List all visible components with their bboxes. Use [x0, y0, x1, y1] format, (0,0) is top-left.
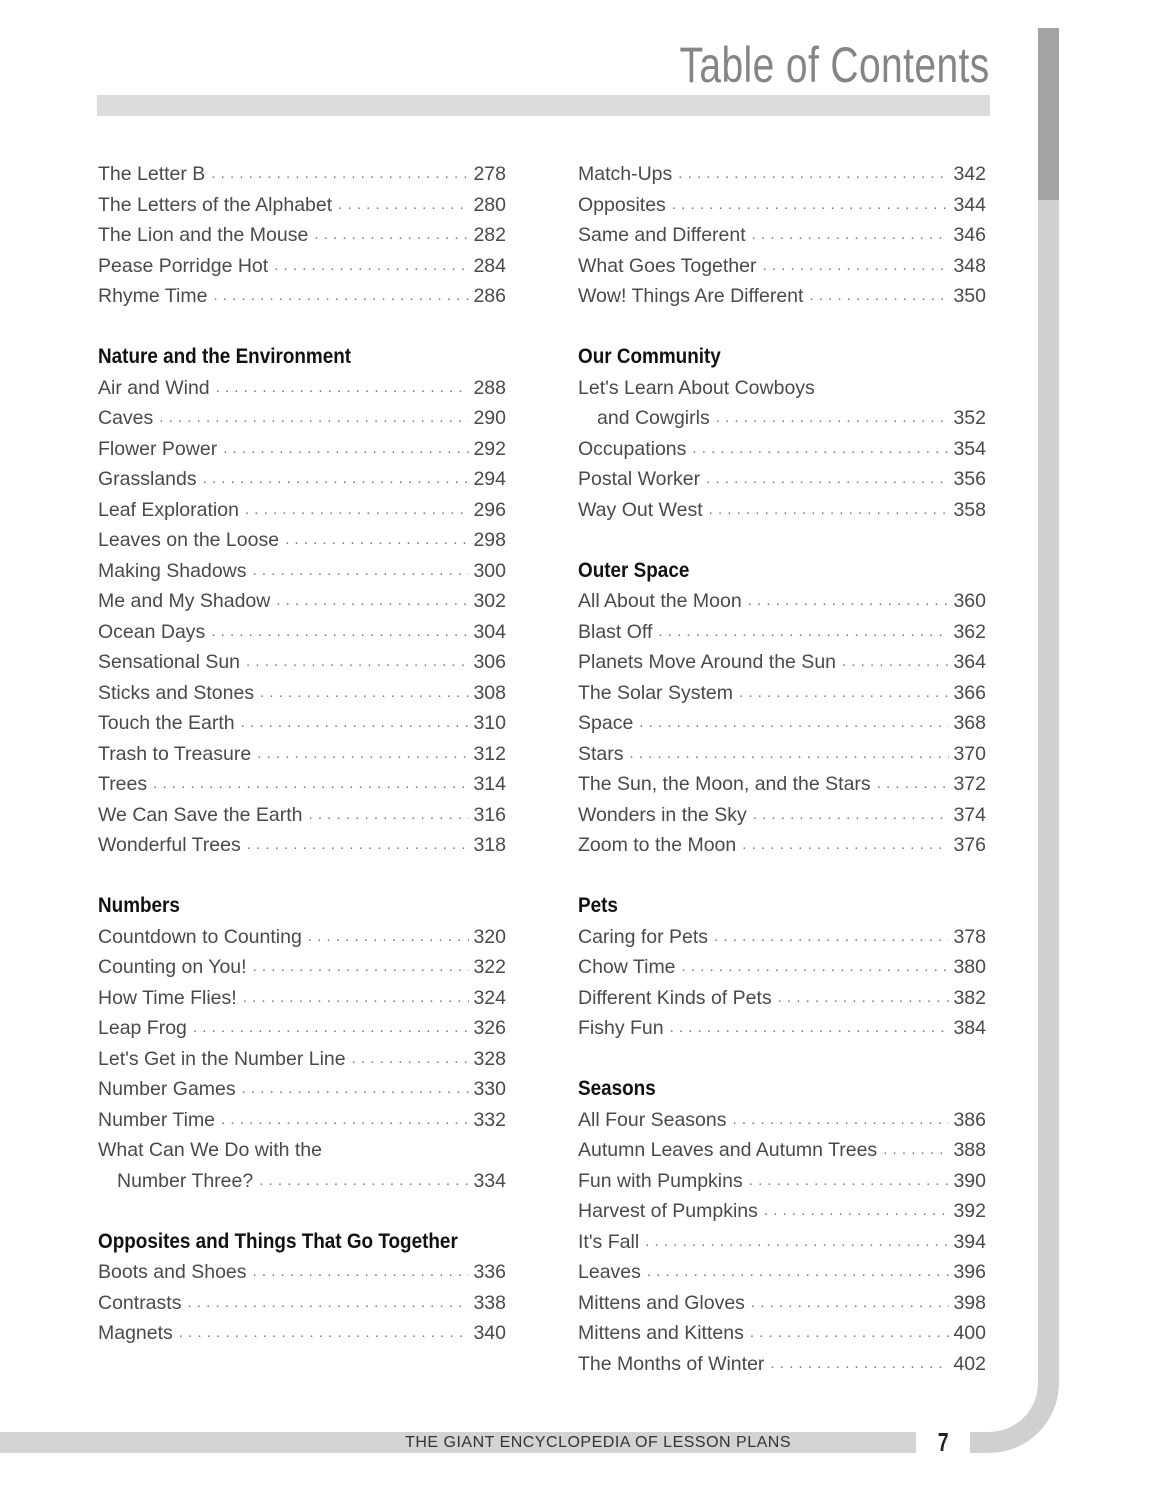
dot-leader [173, 1318, 470, 1349]
dot-leader [736, 830, 949, 861]
section-spacer [98, 861, 506, 892]
dot-leader [633, 708, 949, 739]
toc-entry [98, 983, 506, 1014]
entry-page-number: 306 [473, 651, 506, 673]
toc-entry [98, 647, 506, 678]
entry-title: The Lion and the Mouse [98, 224, 309, 246]
dot-leader [253, 1166, 469, 1197]
dot-leader [215, 1105, 469, 1136]
entry-title: Occupations [578, 437, 687, 460]
entry-title: The Letters of the Alphabet [98, 193, 333, 216]
dot-leader [187, 1013, 470, 1044]
entry-title: It's Fall [578, 1230, 640, 1253]
toc-entry [98, 1074, 506, 1105]
toc-entry [578, 1227, 986, 1258]
entry-title-continued: Number Three? [117, 1169, 254, 1192]
entry-page-number: 340 [473, 1322, 506, 1344]
dot-leader [744, 1318, 950, 1349]
entry-page-number: 396 [953, 1261, 986, 1283]
entry-title: Stars [578, 742, 624, 765]
toc-entry [578, 1196, 986, 1227]
entry-title: Countdown to Counting [98, 925, 302, 948]
dot-leader [877, 1135, 949, 1166]
entry-title: Magnets [98, 1322, 173, 1344]
entry-page-number: 298 [473, 529, 506, 551]
dot-leader [268, 251, 469, 282]
entry-page-number: 326 [473, 1017, 506, 1039]
dot-leader [235, 708, 470, 739]
entry-title: Number Games [98, 1078, 236, 1100]
entry-title: Caring for Pets [578, 925, 709, 948]
dot-leader [147, 769, 469, 800]
footer-book-title: THE GIANT ENCYCLOPEDIA OF LESSON PLANS [405, 1434, 791, 1451]
entry-title: Ocean Days [98, 620, 206, 643]
entry-page-number: 400 [953, 1322, 986, 1344]
toc-entry [578, 769, 986, 800]
toc-entry [98, 525, 506, 556]
entry-title: Flower Power [98, 437, 218, 460]
entry-page-number: 358 [953, 498, 986, 521]
entry-title: What Can We Do with the [98, 1139, 322, 1161]
toc-entry [98, 1044, 506, 1075]
toc-entry [578, 464, 986, 495]
entry-page-number: 304 [473, 620, 506, 643]
entry-title: Boots and Shoes [98, 1261, 247, 1283]
dot-leader [217, 434, 469, 465]
dot-leader [153, 403, 469, 434]
toc-entry [578, 800, 986, 831]
entry-page-number: 330 [473, 1078, 506, 1100]
toc-entry [98, 464, 506, 495]
entry-title: Mittens and Kittens [578, 1322, 744, 1344]
entry-title: The Sun, the Moon, and the Stars [578, 773, 871, 795]
entry-title: Caves [98, 407, 154, 429]
entry-page-number: 390 [953, 1169, 986, 1192]
dot-leader [247, 1257, 470, 1288]
entry-title: The Months of Winter [578, 1352, 765, 1375]
dot-leader [302, 922, 470, 953]
toc-entry [578, 830, 986, 861]
toc-entry [98, 556, 506, 587]
entry-page-number: 402 [953, 1352, 986, 1375]
toc-entry [578, 159, 986, 190]
entry-title: Trash to Treasure [98, 742, 252, 765]
dot-leader [237, 983, 470, 1014]
toc-entry [578, 1135, 986, 1166]
entry-page-number: 366 [953, 681, 986, 704]
dot-leader [745, 1288, 950, 1319]
toc-entry [98, 586, 506, 617]
toc-entry [98, 1257, 506, 1288]
toc-entry [98, 708, 506, 739]
section-heading: Seasons [578, 1077, 656, 1100]
entry-page-number: 278 [473, 163, 506, 185]
toc-left-column [98, 159, 506, 1349]
entry-title: Fun with Pumpkins [578, 1169, 743, 1192]
entry-title: The Letter B [98, 163, 206, 185]
entry-page-number: 280 [473, 193, 506, 216]
entry-page-number: 374 [953, 803, 986, 826]
toc-entry [578, 1257, 986, 1288]
entry-page-number: 394 [953, 1230, 986, 1253]
entry-page-number: 398 [953, 1291, 986, 1314]
toc-entry [578, 1288, 986, 1319]
dot-leader [743, 1166, 950, 1197]
dot-leader [205, 617, 469, 648]
toc-entry [578, 495, 986, 526]
section-heading: Numbers [98, 894, 180, 917]
dot-leader [247, 556, 470, 587]
dot-leader [708, 922, 949, 953]
dot-leader [197, 464, 470, 495]
dot-leader [624, 739, 950, 770]
entry-title: Sensational Sun [98, 651, 241, 673]
section-spacer [578, 525, 986, 556]
dot-leader [346, 1044, 470, 1075]
entry-page-number: 282 [473, 224, 506, 246]
entry-page-number: 288 [473, 376, 506, 399]
entry-title: Opposites [578, 193, 666, 216]
dot-leader [871, 769, 950, 800]
dot-leader [700, 464, 949, 495]
entry-page-number: 370 [953, 742, 986, 765]
dot-leader [308, 220, 469, 251]
toc-entry [98, 830, 506, 861]
toc-entry [98, 495, 506, 526]
entry-title: Leap Frog [98, 1017, 187, 1039]
entry-title: Contrasts [98, 1291, 182, 1314]
entry-page-number: 376 [953, 834, 986, 856]
dot-leader [652, 617, 949, 648]
entry-page-number: 378 [953, 925, 986, 948]
section-spacer [578, 1044, 986, 1075]
entry-page-number: 292 [473, 437, 506, 460]
dot-leader [240, 647, 469, 678]
entry-title: Planets Move Around the Sun [578, 651, 837, 673]
entry-title: Touch the Earth [98, 712, 235, 734]
toc-entry [98, 617, 506, 648]
dot-leader [639, 1227, 949, 1258]
entry-page-number: 294 [473, 468, 506, 490]
dot-leader [207, 281, 469, 312]
toc-entry [98, 739, 506, 770]
entry-title: Chow Time [578, 956, 676, 978]
dot-leader [239, 495, 470, 526]
entry-title: Mittens and Gloves [578, 1291, 745, 1314]
entry-page-number: 320 [473, 925, 506, 948]
entry-page-number: 336 [473, 1261, 506, 1283]
toc-entry [578, 190, 986, 221]
toc-entry [98, 678, 506, 709]
entry-page-number: 308 [473, 681, 506, 704]
toc-entry [98, 1288, 506, 1319]
entry-title: Let's Learn About Cowboys [578, 376, 815, 399]
entry-title: Way Out West [578, 498, 703, 521]
toc-entry [578, 281, 986, 312]
dot-leader [803, 281, 949, 312]
entry-page-number: 332 [473, 1108, 506, 1131]
toc-entry [98, 1105, 506, 1136]
toc-entry [578, 1166, 986, 1197]
entry-page-number: 354 [953, 437, 986, 460]
toc-entry [578, 586, 986, 617]
entry-page-number: 310 [473, 712, 506, 734]
toc-entry [578, 1105, 986, 1136]
toc-entry [578, 678, 986, 709]
entry-page-number: 386 [953, 1108, 986, 1131]
entry-title: Wonderful Trees [98, 834, 241, 856]
entry-page-number: 350 [953, 285, 986, 307]
entry-title: Counting on You! [98, 956, 247, 978]
entry-title: Zoom to the Moon [578, 834, 737, 856]
entry-page-number: 324 [473, 986, 506, 1009]
dot-leader [270, 586, 469, 617]
entry-page-number: 286 [473, 285, 506, 307]
toc-entry [98, 403, 506, 434]
section-spacer [98, 312, 506, 343]
entry-page-number: 364 [953, 651, 986, 673]
dot-leader [664, 1013, 950, 1044]
entry-page-number: 352 [953, 407, 986, 429]
dot-leader [746, 220, 950, 251]
toc-entry [578, 220, 986, 251]
dot-leader [666, 190, 950, 221]
entry-title: Fishy Fun [578, 1017, 664, 1039]
toc-entry [98, 800, 506, 831]
dot-leader [676, 952, 950, 983]
dot-leader [303, 800, 470, 831]
entry-title: Grasslands [98, 468, 197, 490]
dot-leader [181, 1288, 469, 1319]
dot-leader [241, 830, 470, 861]
toc-entry [98, 281, 506, 312]
dot-leader [836, 647, 949, 678]
entry-page-number: 314 [473, 773, 506, 795]
toc-entry [578, 708, 986, 739]
entry-title: Autumn Leaves and Autumn Trees [578, 1139, 878, 1161]
section-heading: Nature and the Environment [98, 345, 352, 368]
entry-title: Match-Ups [578, 163, 673, 185]
entry-page-number: 372 [953, 773, 986, 795]
entry-page-number: 356 [953, 468, 986, 490]
entry-title: The Solar System [578, 681, 733, 704]
entry-title: Me and My Shadow [98, 590, 271, 612]
entry-title: Blast Off [578, 620, 653, 643]
entry-title: We Can Save the Earth [98, 803, 303, 826]
toc-entry-line [98, 1135, 506, 1166]
toc-entry [98, 434, 506, 465]
dot-leader [205, 159, 469, 190]
entry-page-number: 342 [953, 163, 986, 185]
dot-leader [236, 1074, 470, 1105]
entry-title: How Time Flies! [98, 986, 237, 1009]
entry-title: Harvest of Pumpkins [578, 1200, 758, 1222]
entry-title: Rhyme Time [98, 285, 208, 307]
entry-page-number: 368 [953, 712, 986, 734]
entry-page-number: 388 [953, 1139, 986, 1161]
entry-title: Let's Get in the Number Line [98, 1047, 346, 1070]
page-title: Table of Contents [679, 37, 990, 93]
dot-leader [742, 586, 950, 617]
entry-page-number: 334 [473, 1169, 506, 1192]
entry-title: Space [578, 712, 634, 734]
toc-entry [98, 1166, 506, 1197]
entry-title: Leaves [578, 1261, 641, 1283]
entry-title: Different Kinds of Pets [578, 986, 772, 1009]
entry-title: Number Time [98, 1108, 216, 1131]
dot-leader [251, 739, 469, 770]
toc-entry [578, 922, 986, 953]
toc-right-column [578, 159, 986, 1379]
toc-entry [98, 373, 506, 404]
entry-title: Same and Different [578, 224, 746, 246]
toc-entry [578, 1349, 986, 1380]
entry-page-number: 362 [953, 620, 986, 643]
entry-title: Leaves on the Loose [98, 529, 280, 551]
toc-entry [578, 647, 986, 678]
section-spacer [578, 312, 986, 343]
entry-title: Sticks and Stones [98, 681, 255, 704]
entry-page-number: 360 [953, 590, 986, 612]
entry-page-number: 296 [473, 498, 506, 521]
entry-page-number: 328 [473, 1047, 506, 1070]
footer [0, 1432, 916, 1453]
dot-leader [254, 678, 469, 709]
toc-entry [98, 159, 506, 190]
toc-entry [578, 952, 986, 983]
toc-entry [578, 251, 986, 282]
dot-leader [279, 525, 469, 556]
entry-page-number: 300 [473, 559, 506, 582]
page-number: 7 [937, 1427, 949, 1457]
section-spacer [98, 1196, 506, 1227]
section-heading: Opposites and Things That Go Together [98, 1229, 458, 1253]
toc-entry [98, 769, 506, 800]
dot-leader [686, 434, 949, 465]
toc-entry [578, 1013, 986, 1044]
toc-entry [578, 403, 986, 434]
section-heading: Pets [578, 894, 618, 917]
dot-leader [757, 251, 950, 282]
dot-leader [772, 983, 950, 1014]
toc-entry [98, 190, 506, 221]
entry-page-number: 318 [473, 834, 506, 856]
toc-entry [578, 983, 986, 1014]
dot-leader [210, 373, 470, 404]
entry-page-number: 344 [953, 193, 986, 216]
dot-leader [641, 1257, 950, 1288]
entry-page-number: 312 [473, 742, 506, 765]
toc-entry [98, 952, 506, 983]
entry-page-number: 322 [473, 956, 506, 978]
entry-title: All About the Moon [578, 590, 742, 612]
dot-leader [733, 678, 949, 709]
section-heading: Our Community [578, 345, 721, 368]
toc-entry [578, 1318, 986, 1349]
entry-page-number: 348 [953, 254, 986, 277]
entry-title: Postal Worker [578, 468, 701, 490]
toc-entry [98, 1318, 506, 1349]
dot-leader [758, 1196, 950, 1227]
entry-page-number: 384 [953, 1017, 986, 1039]
entry-page-number: 338 [473, 1291, 506, 1314]
dot-leader [703, 495, 950, 526]
entry-title: Leaf Exploration [98, 498, 239, 521]
toc-entry [98, 220, 506, 251]
entry-title: Wonders in the Sky [578, 803, 747, 826]
dot-leader [710, 403, 950, 434]
entry-title: Pease Porridge Hot [98, 254, 269, 277]
entry-page-number: 284 [473, 254, 506, 277]
section-heading: Outer Space [578, 558, 690, 582]
entry-page-number: 302 [473, 590, 506, 612]
toc-entry [98, 251, 506, 282]
section-spacer [578, 861, 986, 892]
side-tab-dark [1038, 28, 1059, 200]
dot-leader [247, 952, 470, 983]
title-rule [97, 95, 990, 116]
entry-title: Making Shadows [98, 559, 247, 582]
entry-title: All Four Seasons [578, 1108, 727, 1131]
dot-leader [332, 190, 469, 221]
entry-title-continued: and Cowgirls [597, 407, 710, 429]
entry-page-number: 290 [473, 407, 506, 429]
toc-entry [578, 739, 986, 770]
entry-title: Trees [98, 773, 148, 795]
entry-page-number: 392 [953, 1200, 986, 1222]
toc-entry [578, 617, 986, 648]
entry-title: Air and Wind [98, 376, 210, 399]
dot-leader [727, 1105, 950, 1136]
entry-page-number: 380 [953, 956, 986, 978]
toc-entry [98, 1013, 506, 1044]
entry-page-number: 346 [953, 224, 986, 246]
toc-entry [98, 922, 506, 953]
dot-leader [672, 159, 949, 190]
toc-entry-line [578, 373, 986, 404]
dot-leader [747, 800, 950, 831]
dot-leader [764, 1349, 949, 1380]
entry-title: What Goes Together [578, 254, 757, 277]
toc-entry [578, 434, 986, 465]
entry-page-number: 316 [473, 803, 506, 826]
entry-page-number: 382 [953, 986, 986, 1009]
entry-title: Wow! Things Are Different [578, 285, 804, 307]
